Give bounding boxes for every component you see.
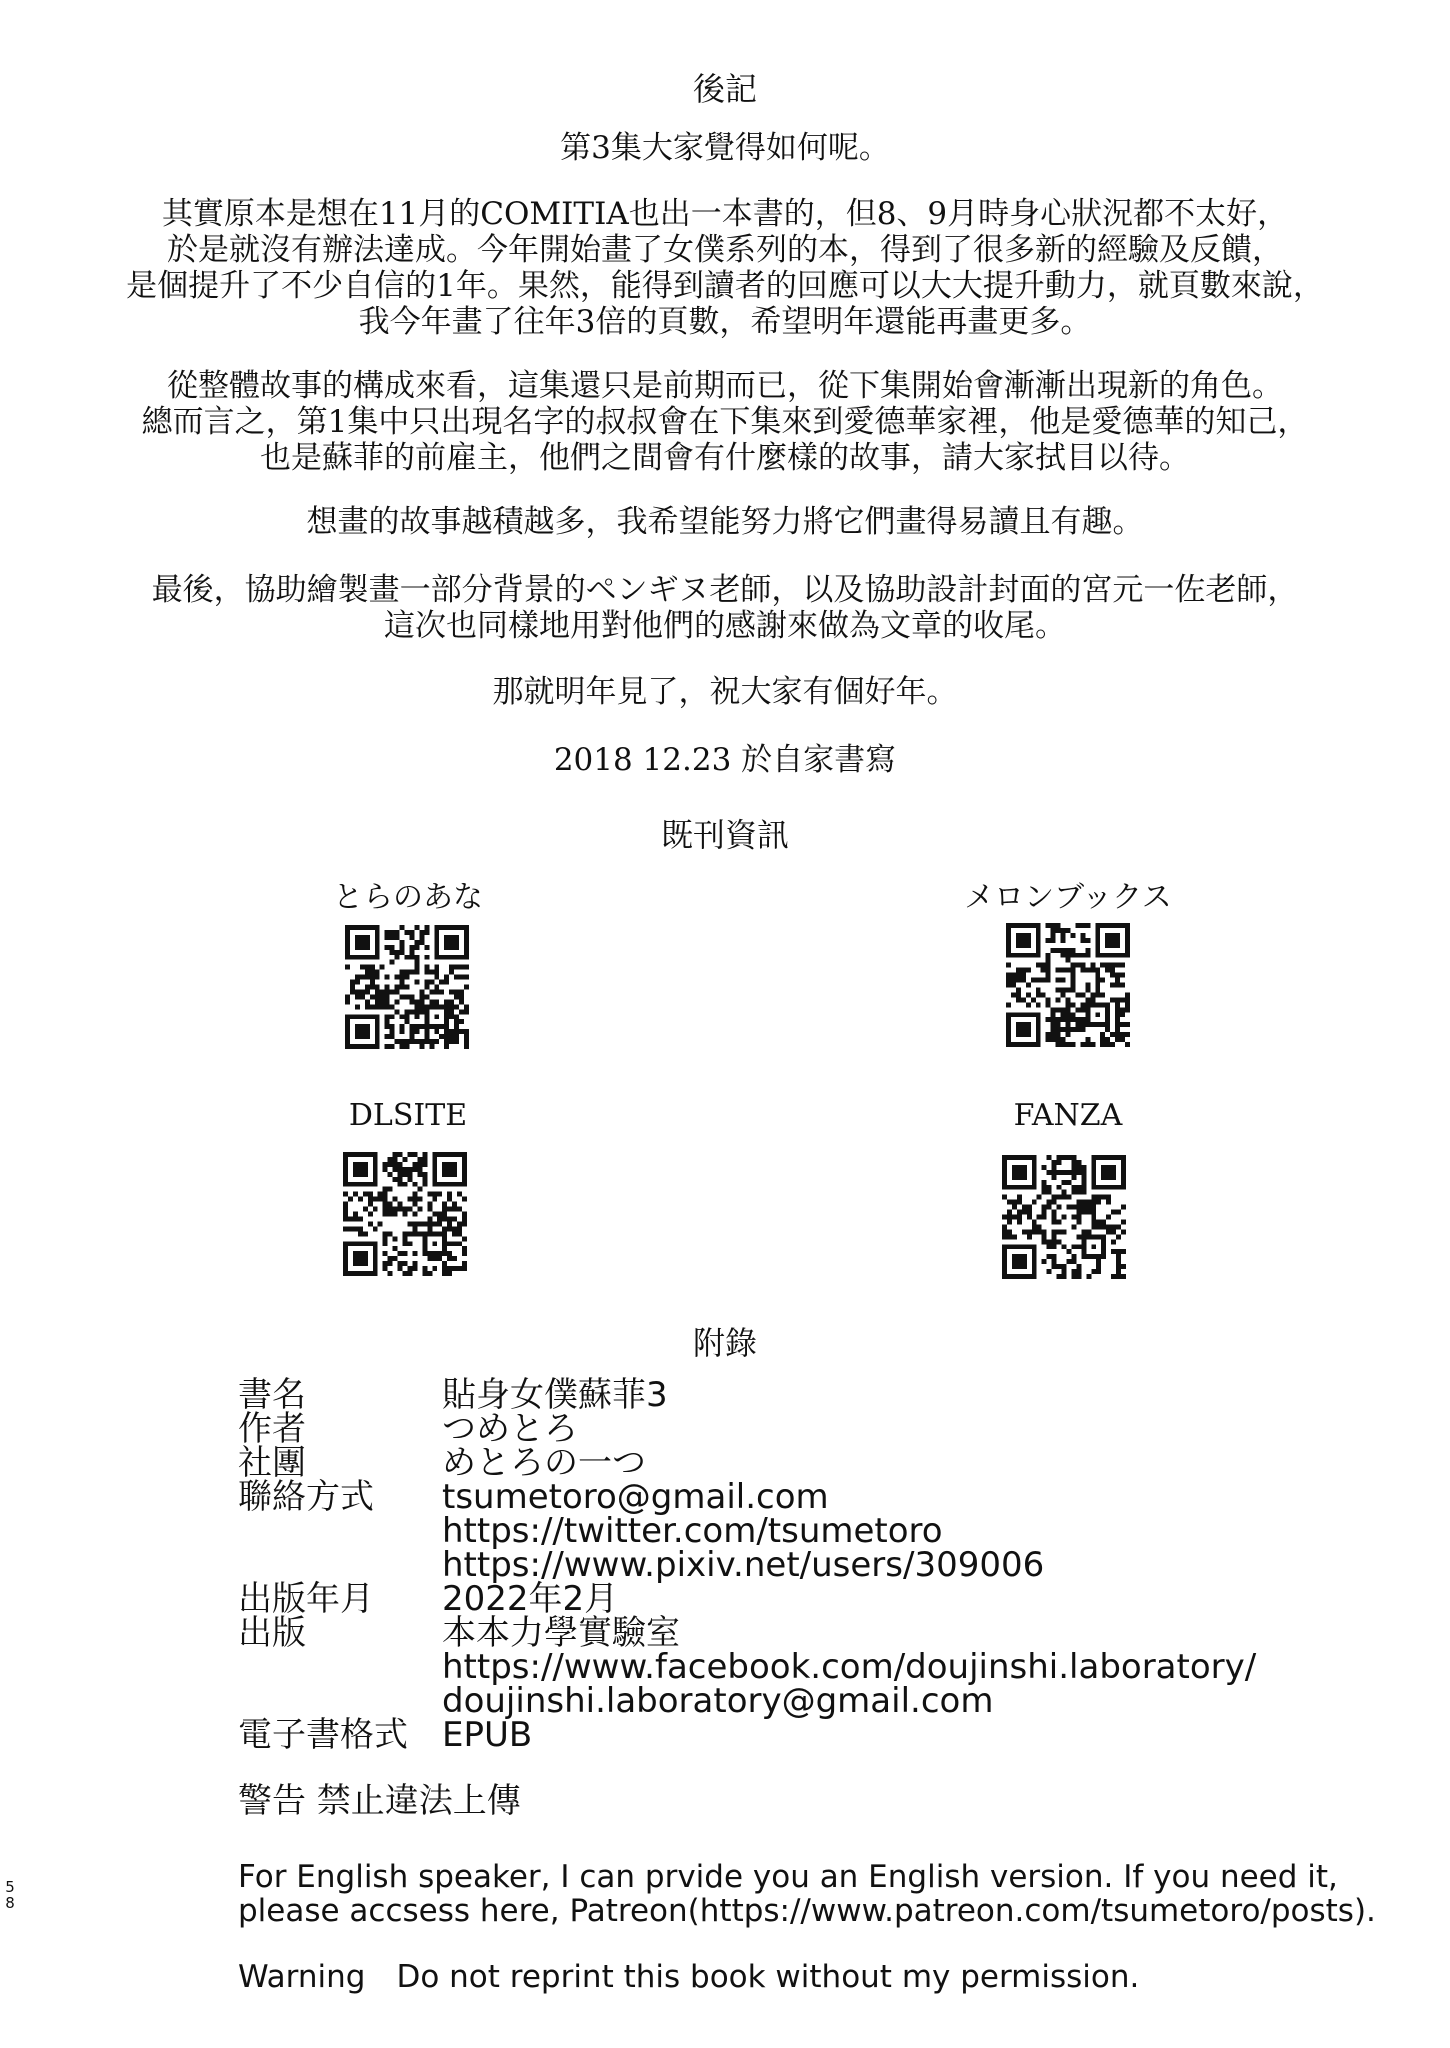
appendix-value: 本本力學實驗室 xyxy=(442,1613,680,1653)
text-line: 總而言之，第1集中只出現名字的叔叔會在下集來到愛德華家裡，他是愛德華的知己， xyxy=(141,404,1309,440)
afterword-paragraph-1 xyxy=(100,130,1350,166)
afterword-paragraph-6 xyxy=(100,674,1350,710)
page-number xyxy=(2,1879,18,1911)
appendix-value: つめとろ xyxy=(442,1409,578,1449)
text-line: 是個提升了不少自信的1年。果然，能得到讀者的回應可以大大提升動力，就頁數來說， xyxy=(126,268,1324,304)
appendix-value: 貼身女僕蘇菲3 xyxy=(442,1375,668,1415)
appendix-key: 電子書格式 xyxy=(238,1715,408,1755)
afterword-paragraph-3 xyxy=(100,368,1350,476)
fanza-qr-code[interactable] xyxy=(1002,1155,1126,1279)
text-line: 想畫的故事越積越多，我希望能努力將它們畫得易讀且有趣。 xyxy=(306,504,1144,540)
published-title: 既刊資訊 xyxy=(660,816,789,854)
store-label-dlsite: DLSITE xyxy=(348,1098,468,1133)
store-label-fanza: FANZA xyxy=(1013,1098,1123,1133)
text-line: 那就明年見了，祝大家有個好年。 xyxy=(492,674,958,710)
english-note-line-1: For English speaker, I can prvide you an English version. If you need it, xyxy=(238,1859,1338,1895)
appendix-key: 社團 xyxy=(238,1443,306,1483)
english-note-line-2: please accsess here, Patreon(https://www.patreon.com/tsumetoro/posts). xyxy=(238,1893,1376,1929)
afterword-title: 後記 xyxy=(692,70,757,108)
contact-email-link[interactable]: tsumetoro@gmail.com xyxy=(442,1477,829,1517)
afterword-paragraph-2 xyxy=(100,196,1350,340)
text-line: 其實原本是想在11月的COMITIA也出一本書的，但8、9月時身心狀況都不太好， xyxy=(161,196,1289,232)
upload-warning: 警告 禁止違法上傳 xyxy=(238,1781,521,1821)
afterword-paragraph-4 xyxy=(100,504,1350,540)
store-label-toranoana: とらのあな xyxy=(333,880,483,915)
appendix-key: 出版年月 xyxy=(238,1579,374,1619)
appendix-value: EPUB xyxy=(442,1715,533,1755)
page-number-digits: 5 8 xyxy=(5,1878,15,1912)
english-warning: Warning Do not reprint this book without my permission. xyxy=(238,1959,1140,1995)
publisher-email-link[interactable]: doujinshi.laboratory@gmail.com xyxy=(442,1681,994,1721)
text-line: 第3集大家覺得如何呢。 xyxy=(560,130,890,166)
appendix-title: 附錄 xyxy=(692,1324,757,1362)
facebook-link[interactable]: https://www.facebook.com/doujinshi.laboratory/ xyxy=(442,1647,1257,1687)
text-line: 也是蘇菲的前雇主，他們之間會有什麼樣的故事，請大家拭目以待。 xyxy=(260,440,1190,476)
appendix-value: めとろの一つ xyxy=(442,1443,646,1483)
text-line: 從整體故事的構成來看，這集還只是前期而已，從下集開始會漸漸出現新的角色。 xyxy=(167,368,1283,404)
appendix-key: 作者 xyxy=(238,1409,306,1449)
afterword-paragraph-5 xyxy=(100,572,1350,644)
text-line: 我今年畫了往年3倍的頁數，希望明年還能再畫更多。 xyxy=(358,304,1092,340)
text-line: 最後，協助繪製畫一部分背景的ペンギヌ老師，以及協助設計封面的宮元一佐老師， xyxy=(151,572,1299,608)
appendix-key: 聯絡方式 xyxy=(238,1477,374,1517)
twitter-link[interactable]: https://twitter.com/tsumetoro xyxy=(442,1511,943,1551)
melonbooks-qr-code[interactable] xyxy=(1006,923,1130,1047)
pixiv-link[interactable]: https://www.pixiv.net/users/309006 xyxy=(442,1545,1045,1585)
text-line: 這次也同樣地用對他們的感謝來做為文章的收尾。 xyxy=(384,608,1066,644)
dlsite-qr-code[interactable] xyxy=(343,1152,467,1276)
afterword-date: 2018 12.23 於自家書寫 xyxy=(553,742,897,778)
appendix-key: 出版 xyxy=(238,1613,306,1653)
appendix-key: 書名 xyxy=(238,1375,306,1415)
text-line: 於是就沒有辦法達成。今年開始畫了女僕系列的本，得到了很多新的經驗及反饋， xyxy=(167,232,1283,268)
toranoana-qr-code[interactable] xyxy=(345,925,469,1049)
store-label-melonbooks: メロンブックス xyxy=(964,880,1172,915)
appendix-value: 2022年2月 xyxy=(442,1579,619,1619)
